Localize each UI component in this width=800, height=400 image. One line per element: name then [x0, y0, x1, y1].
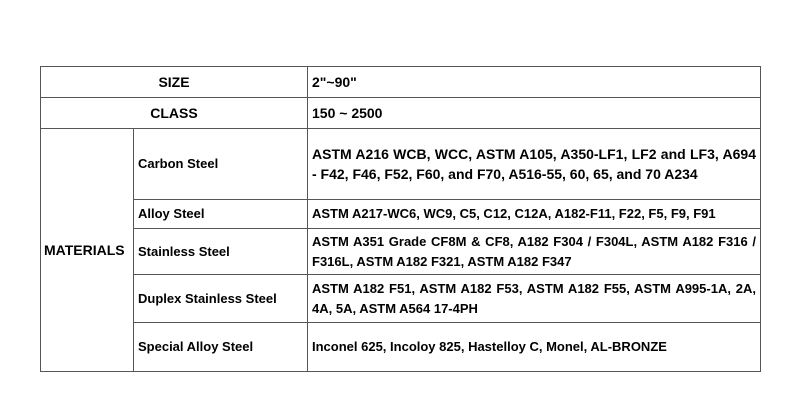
material-spec: ASTM A351 Grade CF8M & CF8, A182 F304 / F304L, ASTM A182 F316 / F316L, ASTM A182 F321, ASTM A182 F347	[308, 229, 761, 275]
class-label: CLASS	[41, 98, 308, 129]
size-row	[41, 67, 761, 98]
material-row-carbon-steel	[41, 129, 761, 200]
material-row-special-alloy-steel	[41, 323, 761, 372]
material-spec: ASTM A182 F51, ASTM A182 F53, ASTM A182 F55, ASTM A995-1A, 2A, 4A, 5A, ASTM A564 17-4PH	[308, 275, 761, 323]
class-value: 150 ~ 2500	[308, 98, 761, 129]
specification-table	[40, 66, 761, 372]
size-label: SIZE	[41, 67, 308, 98]
material-row-stainless-steel	[41, 229, 761, 275]
material-row-duplex-stainless-steel	[41, 275, 761, 323]
material-row-alloy-steel	[41, 200, 761, 229]
material-type: Carbon Steel	[134, 129, 308, 200]
material-spec: ASTM A217-WC6, WC9, C5, C12, C12A, A182-F11, F22, F5, F9, F91	[308, 200, 761, 229]
size-value: 2"~90"	[308, 67, 761, 98]
material-type: Stainless Steel	[134, 229, 308, 275]
materials-label: MATERIALS	[41, 129, 134, 372]
material-type: Special Alloy Steel	[134, 323, 308, 372]
material-type: Alloy Steel	[134, 200, 308, 229]
material-spec: ASTM A216 WCB, WCC, ASTM A105, A350-LF1, LF2 and LF3, A694 - F42, F46, F52, F60, and F70, A516-55, 60, 65, and 70 A234	[308, 129, 761, 200]
class-row	[41, 98, 761, 129]
material-spec: Inconel 625, Incoloy 825, Hastelloy C, Monel, AL-BRONZE	[308, 323, 761, 372]
material-type: Duplex Stainless Steel	[134, 275, 308, 323]
